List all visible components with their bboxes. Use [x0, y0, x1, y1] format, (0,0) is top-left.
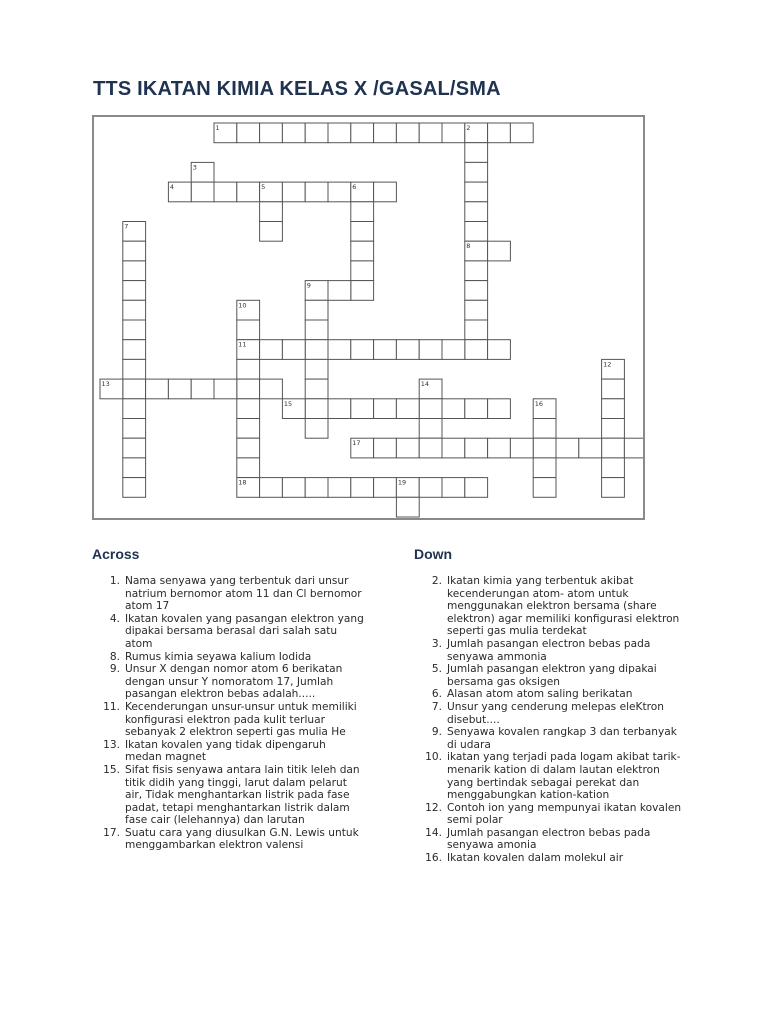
- crossword-cell[interactable]: [351, 478, 374, 498]
- crossword-cell[interactable]: [123, 320, 146, 340]
- crossword-cell[interactable]: [351, 340, 374, 360]
- crossword-cell[interactable]: [465, 478, 488, 498]
- clue-text: Ikatan kimia yang terbentuk akibat kecenderungan atom- atom untuk menggunakan elektron bersama (share elektron) agar memiliki konfigurasi elektron seperti gas mulia terdekat: [447, 575, 680, 638]
- clue-text: Ikatan kovalen yang tidak dipengaruh medan magnet: [125, 738, 326, 764]
- down-clue-list: [414, 575, 686, 865]
- cell-number: 17: [352, 439, 361, 448]
- cell-number: 2: [466, 124, 471, 132]
- clue-text: Sifat fisis senyawa antara lain titik leleh dan titik didih yang tinggi, larut dalam pelarut air, Tidak menghantarkan listrik pada fase padat, tetapi menghantarkan listrik dalam fase cair (lelehannya) dan larutan: [125, 763, 360, 827]
- crossword-cell[interactable]: [374, 182, 397, 202]
- cell-number: 1: [215, 124, 220, 132]
- clue-number: 17.: [103, 826, 120, 839]
- crossword-cell[interactable]: [351, 399, 374, 419]
- crossword-cell[interactable]: [419, 419, 442, 439]
- across-heading: Across: [92, 546, 140, 562]
- crossword-cell[interactable]: [123, 478, 146, 498]
- crossword-cell[interactable]: [305, 123, 328, 143]
- cell-number: 8: [466, 242, 471, 251]
- clue-text: Jumlah pasangan elektron yang dipakai bersama gas oksigen: [447, 663, 657, 688]
- clue-number: 7.: [431, 700, 442, 713]
- crossword-cell[interactable]: [351, 202, 374, 222]
- clue-text: Unsur X dengan nomor atom 6 berikatan dengan unsur Y nomoratom 17, Jumlah pasangan elektron bebas adalah.....: [125, 663, 343, 701]
- cell-number: 12: [603, 360, 612, 369]
- clue-number: 6.: [431, 688, 442, 701]
- clue-text: Ikatan kovalen yang pasangan elektron yang dipakai bersama berasal dari salah satu atom: [125, 612, 364, 650]
- clue-text: Unsur yang cenderung melepas eleKtron disebut....: [447, 700, 664, 726]
- crossword-cell[interactable]: [533, 419, 556, 439]
- crossword-cell[interactable]: [305, 399, 328, 419]
- across-clue: [92, 575, 364, 613]
- crossword-cell[interactable]: [396, 438, 419, 458]
- clue-number: 4.: [109, 612, 120, 625]
- crossword-cell[interactable]: [488, 340, 511, 360]
- crossword-cell[interactable]: [465, 281, 488, 301]
- crossword-cell[interactable]: [282, 340, 305, 360]
- crossword-cell[interactable]: [305, 379, 328, 399]
- across-clue-list: [92, 575, 364, 852]
- crossword-cell[interactable]: [305, 320, 328, 340]
- crossword-cell[interactable]: [624, 438, 643, 458]
- crossword-cell[interactable]: [123, 458, 146, 478]
- crossword-cell[interactable]: [556, 438, 579, 458]
- clue-text: Senyawa kovalen rangkap 3 dan terbanyak di udara: [447, 726, 677, 751]
- crossword-cell[interactable]: [465, 300, 488, 320]
- crossword-cell[interactable]: [237, 379, 260, 399]
- crossword-cell[interactable]: [374, 123, 397, 143]
- cell-number: 15: [283, 399, 293, 408]
- crossword-cell[interactable]: [237, 438, 260, 458]
- down-clue: [414, 751, 686, 801]
- clue-text: Nama senyawa yang terbentuk dari unsur natrium bernomor atom 11 dan Cl bernomor atom 17: [125, 575, 362, 613]
- crossword-cell[interactable]: [396, 340, 419, 360]
- down-clue: [414, 701, 686, 726]
- across-clue: [92, 613, 364, 651]
- crossword-cell[interactable]: [465, 162, 488, 182]
- clue-number: 2.: [431, 575, 442, 587]
- clue-number: 15.: [103, 763, 120, 776]
- clue-number: 12.: [425, 801, 442, 814]
- crossword-cell[interactable]: [260, 340, 283, 360]
- cell-number: 6: [352, 183, 357, 192]
- crossword-cell[interactable]: [146, 379, 169, 399]
- across-clue: [92, 827, 364, 852]
- crossword-cell[interactable]: [419, 478, 442, 498]
- cell-number: 13: [101, 380, 110, 389]
- clue-text: Alasan atom atom saling berikatan: [447, 688, 633, 701]
- crossword-cell[interactable]: [579, 438, 602, 458]
- crossword-cell[interactable]: [396, 123, 419, 143]
- crossword-cell[interactable]: [328, 399, 351, 419]
- crossword-cell[interactable]: [123, 241, 146, 261]
- crossword-cell[interactable]: [260, 222, 283, 242]
- crossword-cell[interactable]: [282, 182, 305, 202]
- crossword-cell[interactable]: [237, 419, 260, 439]
- down-clue: [414, 688, 686, 701]
- across-clue: [92, 701, 364, 739]
- clue-text: Contoh ion yang mempunyai ikatan kovalen semi polar: [447, 801, 682, 827]
- crossword-cell[interactable]: [305, 478, 328, 498]
- crossword-cell[interactable]: [419, 399, 442, 419]
- crossword-cell[interactable]: [442, 340, 465, 360]
- crossword-cell[interactable]: [374, 478, 397, 498]
- crossword-cell[interactable]: [374, 340, 397, 360]
- crossword-cell[interactable]: [396, 399, 419, 419]
- cell-number: 7: [124, 222, 129, 231]
- crossword-cell[interactable]: [237, 182, 260, 202]
- across-clue: [92, 739, 364, 764]
- clue-number: 3.: [431, 637, 442, 650]
- crossword-cell[interactable]: [465, 438, 488, 458]
- clue-number: 11.: [103, 700, 120, 713]
- crossword-cell[interactable]: [602, 438, 625, 458]
- crossword-cell[interactable]: [510, 438, 533, 458]
- crossword-cell[interactable]: [123, 281, 146, 301]
- clue-number: 8.: [109, 650, 120, 663]
- cell-number: 3: [192, 163, 197, 172]
- crossword-cell[interactable]: [374, 399, 397, 419]
- across-clue: [92, 663, 364, 701]
- crossword-cell[interactable]: [602, 458, 625, 478]
- crossword-cell[interactable]: [123, 399, 146, 419]
- crossword-cell[interactable]: [602, 379, 625, 399]
- crossword-cell[interactable]: [214, 182, 237, 202]
- crossword-cell[interactable]: [351, 222, 374, 242]
- crossword-cell[interactable]: [419, 438, 442, 458]
- crossword-cell[interactable]: [351, 261, 374, 281]
- crossword-cell[interactable]: [123, 419, 146, 439]
- crossword-cell[interactable]: [123, 261, 146, 281]
- crossword-cell[interactable]: [282, 123, 305, 143]
- crossword-cell[interactable]: [533, 478, 556, 498]
- crossword-cell[interactable]: [419, 340, 442, 360]
- clue-number: 14.: [425, 826, 442, 839]
- crossword-cell[interactable]: [510, 123, 533, 143]
- crossword-cell[interactable]: [237, 123, 260, 143]
- crossword-cell[interactable]: [123, 379, 146, 399]
- down-clue: [414, 827, 686, 852]
- clue-number: 5.: [431, 663, 442, 676]
- crossword-cell[interactable]: [328, 123, 351, 143]
- crossword-cell[interactable]: [351, 281, 374, 301]
- crossword-cell[interactable]: [442, 438, 465, 458]
- clue-text: Suatu cara yang diusulkan G.N. Lewis untuk menggambarkan elektron valensi: [125, 826, 359, 852]
- down-clue: [414, 663, 686, 688]
- crossword-cell[interactable]: [123, 300, 146, 320]
- crossword-cell[interactable]: [191, 182, 214, 202]
- crossword-cell[interactable]: [465, 222, 488, 242]
- cell-number: 4: [169, 183, 175, 192]
- crossword-cell[interactable]: [305, 419, 328, 439]
- crossword-cell[interactable]: [237, 458, 260, 478]
- cell-number: 10: [238, 301, 247, 310]
- crossword-cell[interactable]: [396, 497, 419, 517]
- clue-text: Kecenderungan unsur-unsur untuk memiliki konfigurasi elektron pada kulit terluar sebanyak 2 elektron seperti gas mulia He: [125, 700, 357, 739]
- crossword-cell[interactable]: [442, 123, 465, 143]
- crossword-cell[interactable]: [328, 182, 351, 202]
- down-clue: [414, 802, 686, 827]
- crossword-cell[interactable]: [328, 340, 351, 360]
- page-title: TTS IKATAN KIMIA KELAS X /GASAL/SMA: [93, 78, 501, 100]
- crossword-cell[interactable]: [260, 478, 283, 498]
- crossword-cell[interactable]: [123, 359, 146, 379]
- crossword-cell[interactable]: [602, 419, 625, 439]
- across-clue: [92, 764, 364, 827]
- crossword-cell[interactable]: [442, 478, 465, 498]
- down-clue: [414, 575, 686, 638]
- crossword-cell[interactable]: [282, 478, 305, 498]
- crossword-cell[interactable]: [168, 379, 191, 399]
- crossword-cell[interactable]: [602, 399, 625, 419]
- crossword-cell[interactable]: [442, 399, 465, 419]
- crossword-cell[interactable]: [419, 123, 442, 143]
- clue-number: 1.: [109, 575, 120, 587]
- crossword-cell[interactable]: [305, 300, 328, 320]
- crossword-cell[interactable]: [351, 241, 374, 261]
- crossword-cell[interactable]: [237, 320, 260, 340]
- cell-number: 5: [261, 183, 266, 192]
- crossword-cell[interactable]: [465, 340, 488, 360]
- crossword-cell[interactable]: [533, 438, 556, 458]
- crossword-cell[interactable]: [237, 359, 260, 379]
- crossword-cell[interactable]: [488, 123, 511, 143]
- crossword-cell[interactable]: [465, 261, 488, 281]
- crossword-cell[interactable]: [305, 340, 328, 360]
- crossword-cell[interactable]: [465, 202, 488, 222]
- crossword-cell[interactable]: [488, 399, 511, 419]
- clue-text: Ikatan kovalen dalam molekul air: [447, 852, 624, 865]
- crossword-cell[interactable]: [260, 379, 283, 399]
- clue-number: 16.: [425, 852, 442, 865]
- crossword-cell[interactable]: [305, 359, 328, 379]
- crossword-cell[interactable]: [214, 379, 237, 399]
- cell-number: 18: [238, 478, 247, 487]
- down-clue: [414, 852, 686, 865]
- clue-text: Rumus kimia seyawa kalium Iodida: [125, 650, 312, 663]
- crossword-cell[interactable]: [374, 438, 397, 458]
- down-clue: [414, 638, 686, 663]
- crossword-cell[interactable]: [465, 320, 488, 340]
- down-heading: Down: [414, 546, 453, 562]
- across-clue: [92, 651, 364, 664]
- crossword-cell[interactable]: [533, 458, 556, 478]
- cell-number: 9: [306, 281, 311, 290]
- crossword-cell[interactable]: [328, 478, 351, 498]
- clue-text: Jumlah pasangan electron bebas pada senyawa ammonia: [447, 637, 651, 663]
- crossword-cell[interactable]: [488, 241, 511, 261]
- crossword-grid: [92, 115, 645, 520]
- down-clue: [414, 726, 686, 751]
- crossword-cell[interactable]: [351, 123, 374, 143]
- crossword-cell[interactable]: [191, 379, 214, 399]
- crossword-grid-canvas: [94, 117, 643, 518]
- crossword-cell[interactable]: [260, 202, 283, 222]
- cell-number: 14: [420, 380, 429, 389]
- crossword-cell[interactable]: [465, 143, 488, 163]
- crossword-cell[interactable]: [465, 182, 488, 202]
- clue-number: 10.: [425, 751, 442, 764]
- clue-number: 13.: [103, 738, 120, 751]
- clue-text: ikatan yang terjadi pada logam akibat tarik-menarik kation di dalam lautan elektron yang bertindak sebagai perekat dan menggabungkan kation-kation: [447, 751, 681, 802]
- crossword-cell[interactable]: [123, 438, 146, 458]
- crossword-cell[interactable]: [305, 182, 328, 202]
- cell-number: 19: [397, 478, 407, 487]
- crossword-cell[interactable]: [123, 340, 146, 360]
- cell-number: 11: [238, 340, 247, 349]
- crossword-cell[interactable]: [602, 478, 625, 498]
- cell-number: 16: [534, 399, 543, 408]
- clue-number: 9.: [431, 726, 442, 739]
- crossword-cell[interactable]: [465, 399, 488, 419]
- clue-number: 9.: [109, 663, 120, 676]
- crossword-cell[interactable]: [260, 123, 283, 143]
- clue-text: Jumlah pasangan electron bebas pada senyawa amonia: [447, 826, 651, 852]
- crossword-cell[interactable]: [488, 438, 511, 458]
- crossword-cell[interactable]: [328, 281, 351, 301]
- crossword-cell[interactable]: [237, 399, 260, 419]
